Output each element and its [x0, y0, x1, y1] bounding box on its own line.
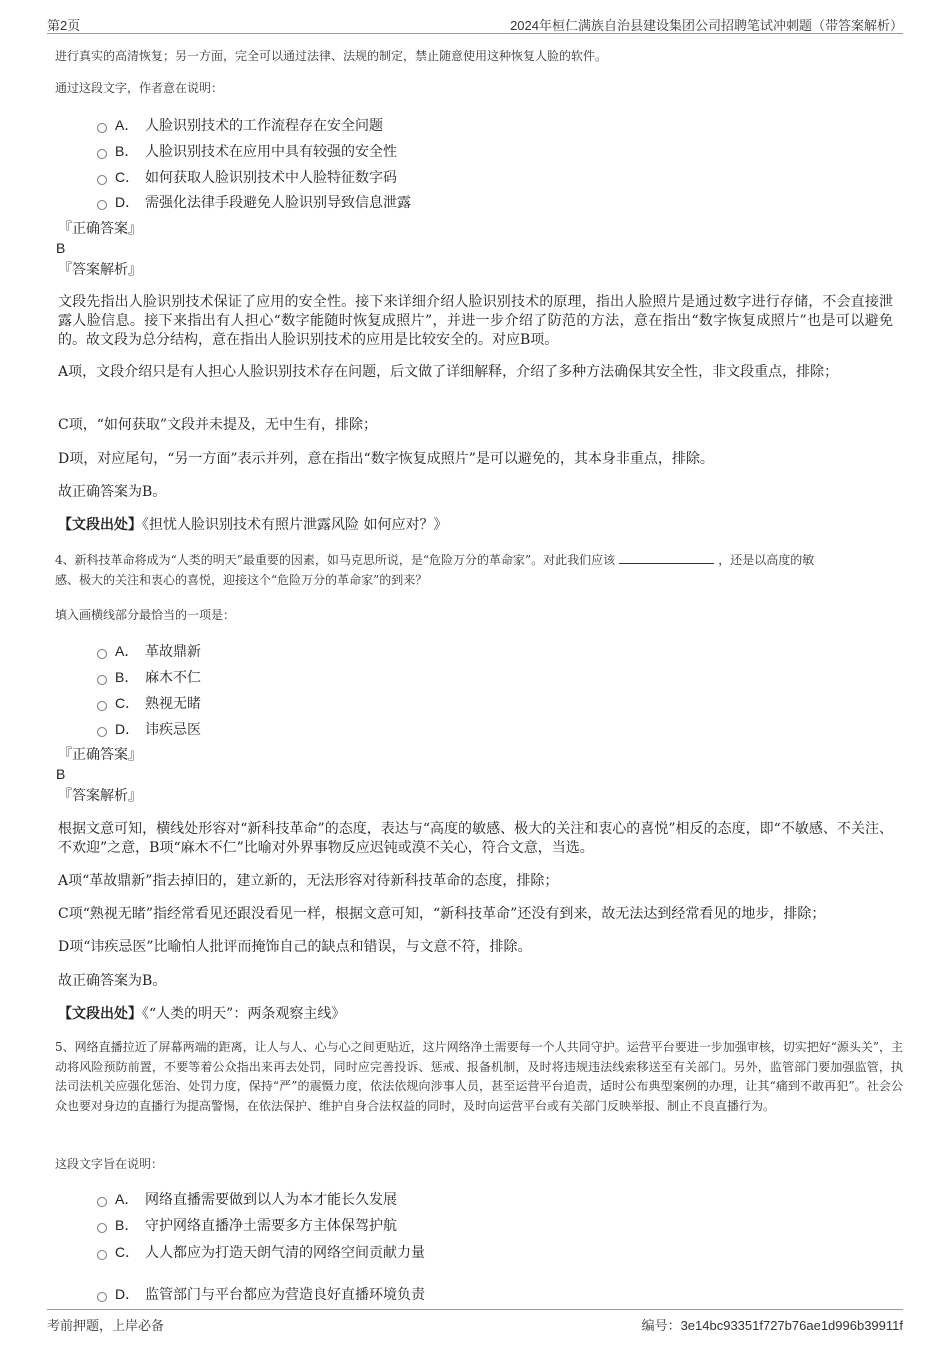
q4-analysis-paragraph: 故正确答案为B。 [58, 973, 167, 989]
radio-icon[interactable] [97, 727, 107, 737]
radio-icon[interactable] [97, 200, 107, 210]
q5-prompt: 这段文字旨在说明： [55, 1157, 164, 1171]
page-header [47, 14, 903, 34]
q5-option-d[interactable]: D． 监管部门与平台都应为营造良好直播环境负责 [97, 1284, 425, 1304]
q3-option-d[interactable]: D． 需强化法律手段避免人脸识别导致信息泄露 [97, 192, 411, 212]
q5-option-c[interactable]: C． 人人都应为打造天朗气清的网络空间贡献力量 [97, 1242, 425, 1262]
document-title: 2024年桓仁满族自治县建设集团公司招聘笔试冲刺题（带答案解析） [510, 18, 903, 33]
radio-icon[interactable] [97, 149, 107, 159]
q4-answer: B [56, 766, 66, 782]
q4-analysis-paragraph: D项“讳疾忌医”比喻怕人批评而掩饰自己的缺点和错误，与文意不符，排除。 [58, 939, 532, 955]
q4-analysis-paragraph: A项“革故鼎新”指去掉旧的，建立新的，无法形容对待新科技革命的态度，排除； [58, 873, 559, 889]
q4-option-b[interactable]: B． 麻木不仁 [97, 667, 201, 687]
q3-option-b[interactable]: B． 人脸识别技术在应用中具有较强的安全性 [97, 141, 397, 161]
q4-option-c[interactable]: C． 熟视无睹 [97, 693, 201, 713]
page-footer [47, 1309, 903, 1332]
radio-icon[interactable] [97, 1223, 107, 1233]
q4-stem: 4、新科技革命将成为“人类的明天”最重要的因素，如马克思所说，是“危险万分的革命家”。对此我们应该 ，还是以高度的敏 感、极大的关注和衷心的喜悦，迎接这个“危险万分的革命家”的到来？ [55, 553, 815, 587]
q3-analysis-paragraph: A项，文段介绍只是有人担心人脸识别技术存在问题，后文做了详细解释，介绍了多种方法确保其安全性，非文段重点，排除； [58, 364, 839, 380]
document-id: 编号：3e14bc93351f727b76ae1d996b39911f [641, 1318, 903, 1333]
radio-icon[interactable] [97, 701, 107, 711]
q4-prompt: 填入画横线部分最恰当的一项是： [55, 608, 236, 622]
blank-line [619, 551, 714, 564]
radio-icon[interactable] [97, 123, 107, 133]
q3-source: 【文段出处】《担忧人脸识别技术有照片泄露风险 如何应对？》 [58, 517, 448, 533]
radio-icon[interactable] [97, 1292, 107, 1302]
q5-option-b[interactable]: B． 守护网络直播净土需要多方主体保驾护航 [97, 1215, 397, 1235]
q3-answer-label: 『正确答案』 [58, 221, 142, 237]
radio-icon[interactable] [97, 649, 107, 659]
q4-analysis-paragraph: C项“熟视无睹”指经常看见还跟没看见一样，根据文意可知，“新科技革命”还没有到来，故无法达到经常看见的地步，排除； [58, 906, 826, 922]
q3-analysis-paragraph: 故正确答案为B。 [58, 484, 167, 500]
q3-analysis-label: 『答案解析』 [58, 262, 142, 278]
q3-passage-end: 进行真实的高清恢复；另一方面，完全可以通过法律、法规的制定，禁止随意使用这种恢复人脸的软件。 [55, 49, 608, 63]
footer-slogan: 考前押题，上岸必备 [47, 1318, 165, 1333]
radio-icon[interactable] [97, 675, 107, 685]
q5-option-a[interactable]: A． 网络直播需要做到以人为本才能长久发展 [97, 1189, 397, 1209]
q4-option-a[interactable]: A． 革故鼎新 [97, 641, 201, 661]
q4-source: 【文段出处】《“人类的明天”：两条观察主线》 [58, 1006, 346, 1022]
q3-analysis-paragraph: C项，“如何获取”文段并未提及，无中生有，排除； [58, 417, 378, 433]
q3-option-a[interactable]: A． 人脸识别技术的工作流程存在安全问题 [97, 115, 383, 135]
q4-option-d[interactable]: D． 讳疾忌医 [97, 719, 201, 739]
q3-analysis-paragraph: D项，对应尾句，“另一方面”表示并列，意在指出“数字恢复成照片”是可以避免的，其本身非重点，排除。 [58, 451, 714, 467]
q4-answer-label: 『正确答案』 [58, 747, 142, 763]
q3-prompt: 通过这段文字，作者意在说明： [55, 81, 224, 95]
q5-stem: 5、网络直播拉近了屏幕两端的距离，让人与人、心与心之间更贴近，这片网络净土需要每一个人共同守护。运营平台要进一步加强审核，切实把好“源头关”，主动将风险预防前置，不要等着公众指出来再去处罚，同时应完善投诉、惩戒、报备机制，及时将违规违法线索移送至有关部门。另外，监管部门要加强监管，执法司法机关应强化惩治、处罚力度，保持“严”的震慑力度，依法依规向涉事人员，甚至运营平台追责，适时公布典型案例的办理，让其“痛到不敢再犯”。社会公众也要对身边的直播行为提高警惕，在依法保护、维护自身合法权益的同时，及时向运营平台或有关部门反映举报、制止不良直播行为。 [55, 1040, 903, 1113]
q4-analysis-label: 『答案解析』 [58, 788, 142, 804]
radio-icon[interactable] [97, 1250, 107, 1260]
q3-option-c[interactable]: C． 如何获取人脸识别技术中人脸特征数字码 [97, 167, 397, 187]
q4-analysis-paragraph: 根据文意可知，横线处形容对“新科技革命”的态度，表达与“高度的敏感、极大的关注和衷心的喜悦”相反的态度，即“不敏感、不关注、不欢迎”之意，B项“麻木不仁”比喻对外界事物反应迟钝或漠不关心，符合文意，当选。 [58, 821, 893, 856]
page-number: 第2页 [47, 18, 81, 33]
q3-answer: B [56, 240, 66, 256]
q3-analysis-paragraph: 文段先指出人脸识别技术保证了应用的安全性。接下来详细介绍人脸识别技术的原理，指出人脸照片是通过数字进行存储，不会直接泄露人脸信息。接下来指出有人担心“数字能随时恢复成照片”，并进一步介绍了防范的方法，意在指出“数字恢复成照片”也是可以避免的。故文段为总分结构，意在指出人脸识别技术的应用是比较安全的。对应B项。 [58, 294, 893, 348]
radio-icon[interactable] [97, 1197, 107, 1207]
radio-icon[interactable] [97, 175, 107, 185]
